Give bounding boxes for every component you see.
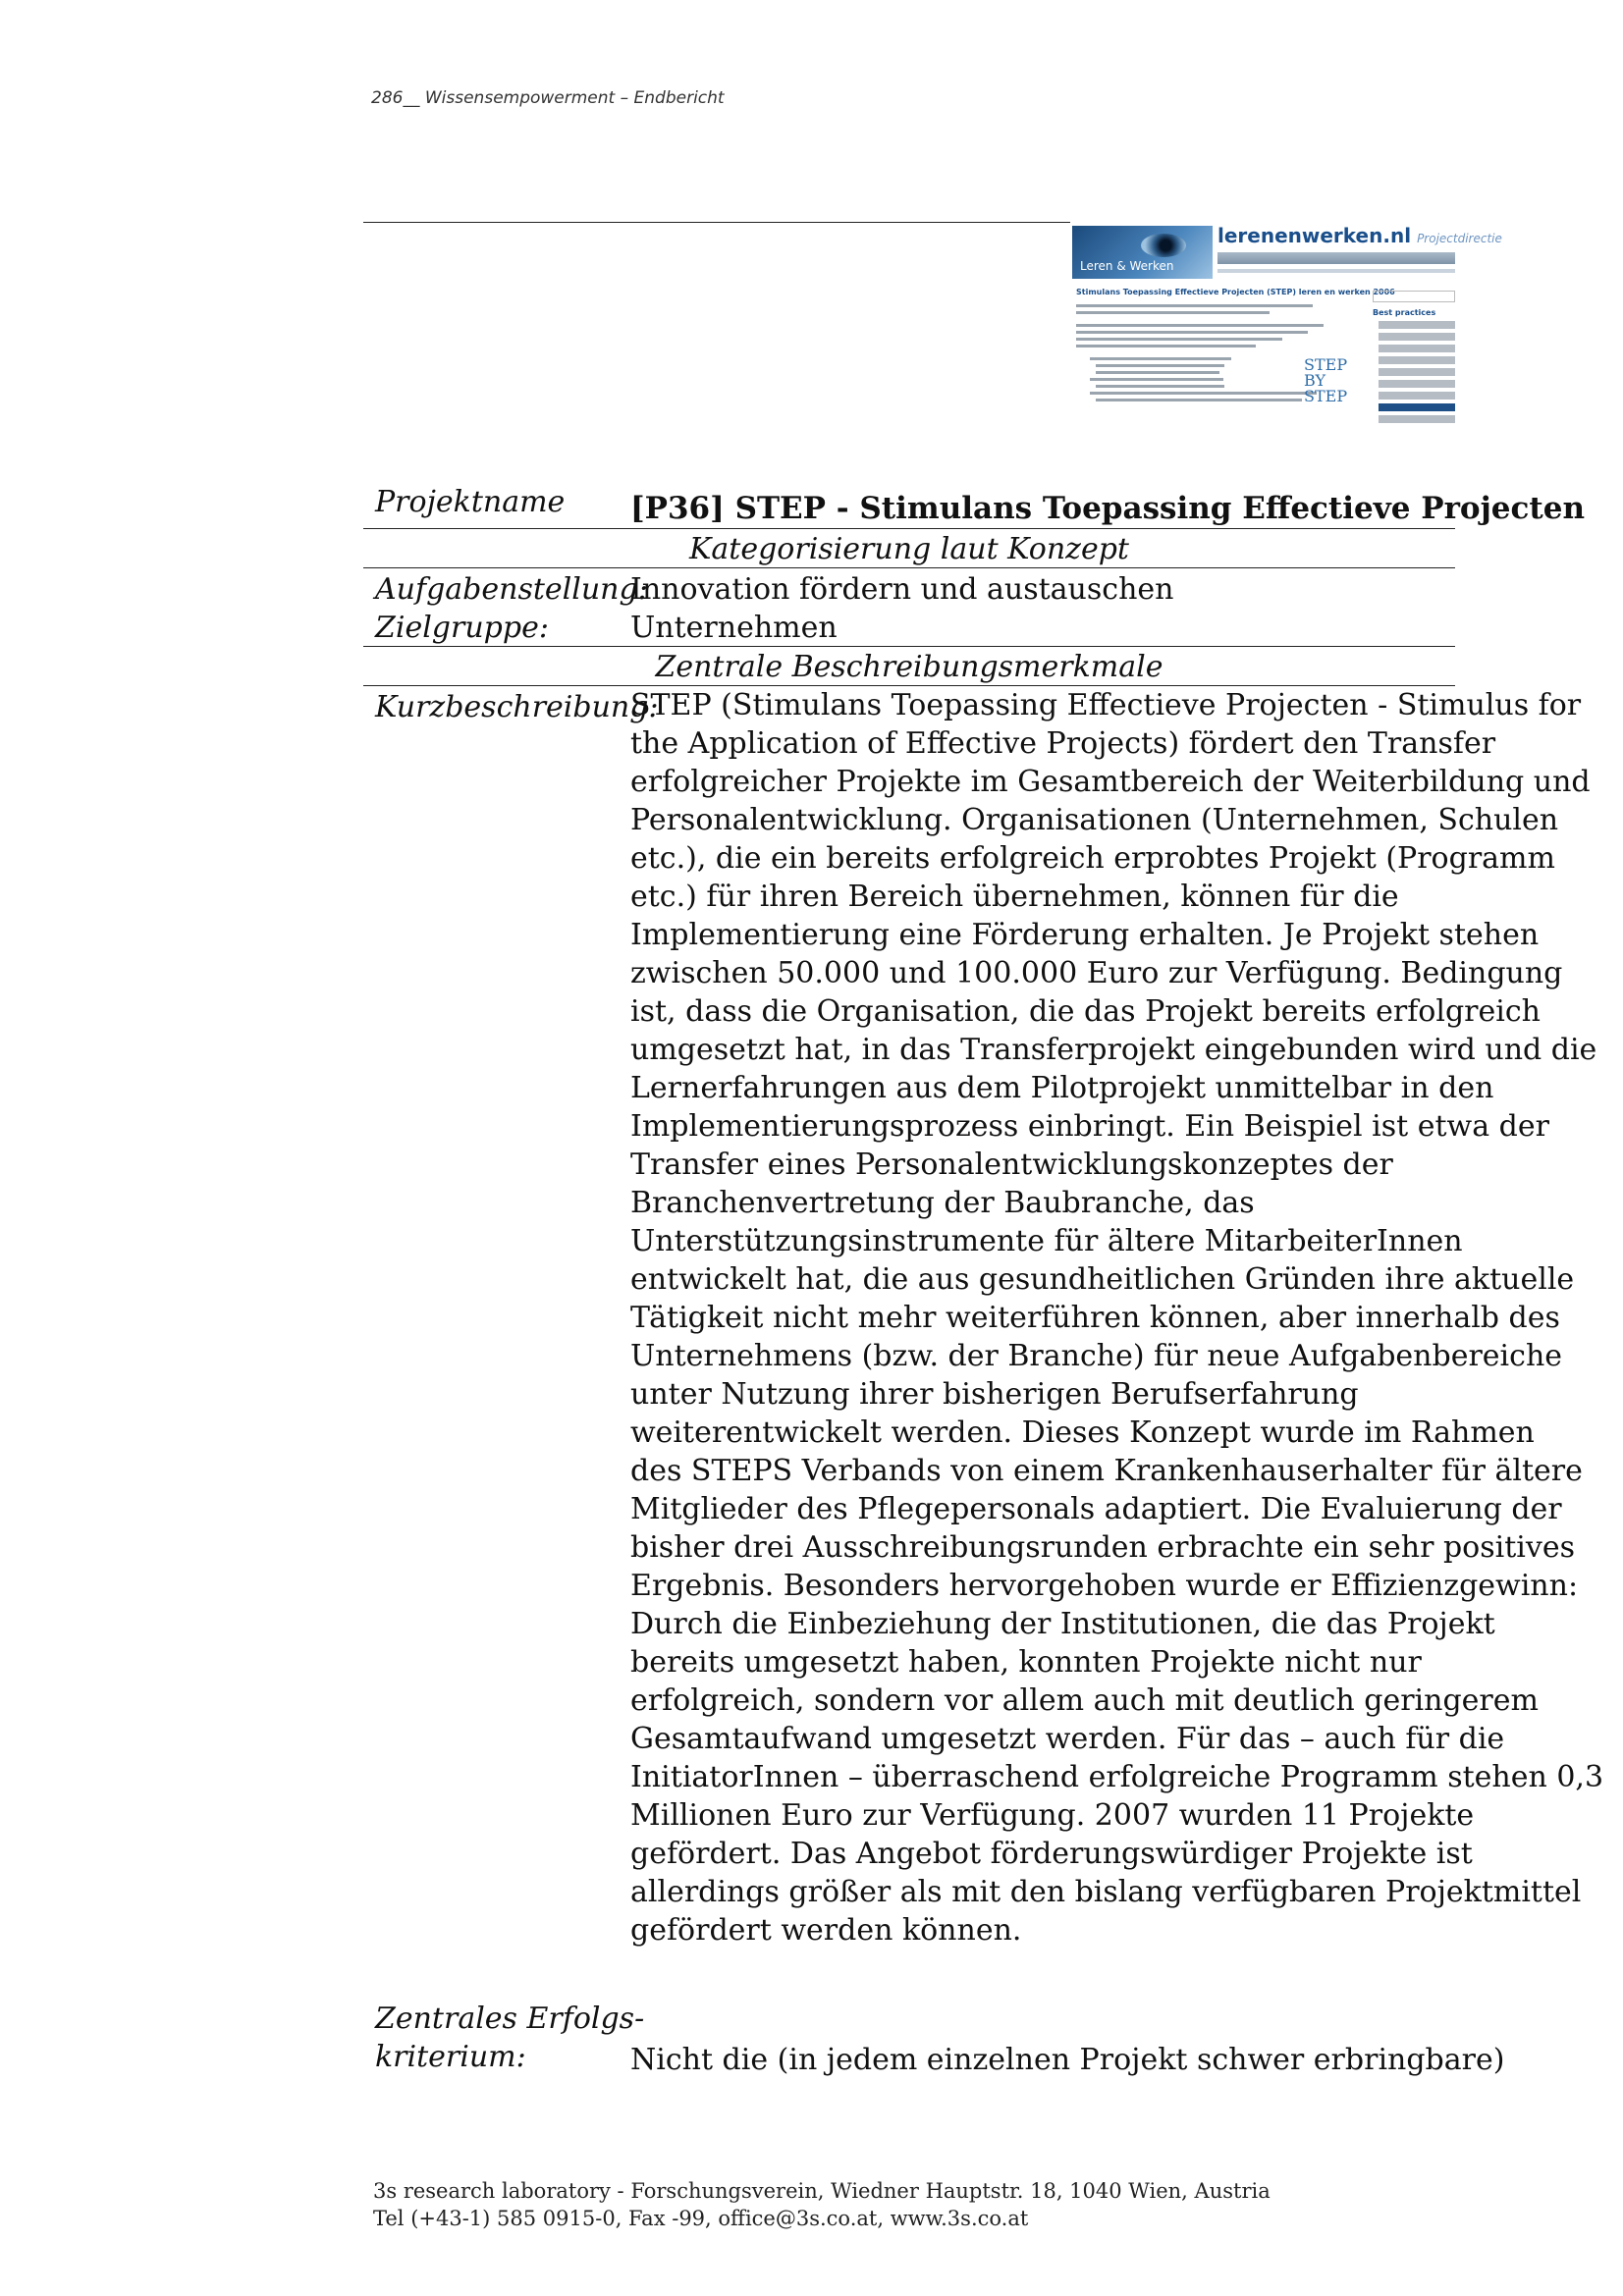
summary-line: bisher drei Ausschreibungsrunden erbrachte ein sehr positives [630, 1530, 1575, 1565]
summary-line: des STEPS Verbands von einem Krankenhauserhalter für ältere [630, 1454, 1583, 1488]
summary-line: Personalentwicklung. Organisationen (Unternehmen, Schulen [630, 803, 1559, 837]
summary-line: STEP (Stimulans Toepassing Effectieve Projecten - Stimulus for [630, 688, 1582, 722]
thumbnail-nav-bar [1217, 252, 1455, 264]
section-heading-categorization: Kategorisierung laut Konzept [689, 532, 1129, 566]
summary-line: gefördert werden können. [630, 1913, 1022, 1948]
summary-line: InitiatorInnen – überraschend erfolgreiche Programm stehen 0,3 [630, 1760, 1604, 1794]
summary-line: weiterentwickelt werden. Dieses Konzept wurde im Rahmen [630, 1415, 1535, 1450]
summary-line: gefördert. Das Angebot förderungswürdiger Projekte ist [630, 1837, 1473, 1871]
thumbnail-banner-text: Leren & Werken [1080, 259, 1174, 273]
summary-line: umgesetzt hat, in das Transferprojekt eingebunden wird und die [630, 1033, 1597, 1067]
target-group-label: Zielgruppe: [375, 611, 549, 645]
thumbnail-brand-sub: Projectdirectie [1417, 232, 1502, 245]
thumbnail-search-box [1373, 291, 1455, 302]
summary-line: Branchenvertretung der Baubranche, das [630, 1186, 1255, 1220]
summary-line: unter Nutzung ihrer bisherigen Berufserfahrung [630, 1377, 1359, 1412]
summary-line: the Application of Effective Projects) fördert den Transfer [630, 726, 1496, 761]
running-header: 286__ Wissensempowerment – Endbericht [371, 88, 725, 108]
target-group-value: Unternehmen [630, 611, 838, 645]
eye-image [1141, 234, 1186, 257]
thumbnail-brand-name: lerenenwerken.nl [1217, 224, 1412, 247]
summary-line: Millionen Euro zur Verfügung. 2007 wurden 11 Projekte [630, 1798, 1475, 1833]
thumbnail-page-title: Stimulans Toepassing Effectieve Projecten (STEP) leren en werken 2006 [1076, 288, 1395, 296]
thumbnail-sidebar-title: Best practices [1373, 308, 1436, 317]
thumbnail-text-lines [1076, 304, 1333, 405]
page-footer [373, 2177, 1271, 2232]
summary-line: zwischen 50.000 und 100.000 Euro zur Verfügung. Bedingung [630, 956, 1563, 990]
summary-line: etc.) für ihren Bereich übernehmen, können für die [630, 880, 1399, 914]
success-criterion-value: Nicht die (in jedem einzelnen Projekt schwer erbringbare) [630, 2043, 1505, 2077]
project-name-label: Projektname [375, 485, 566, 519]
summary-line: Unternehmens (bzw. der Branche) für neue Aufgabenbereiche [630, 1339, 1563, 1373]
summary-line: ist, dass die Organisation, die das Projekt bereits erfolgreich [630, 994, 1541, 1029]
summary-line: allerdings größer als mit den bislang verfügbaren Projektmittel [630, 1875, 1582, 1909]
summary-line: Tätigkeit nicht mehr weiterführen können, aber innerhalb des [630, 1301, 1560, 1335]
logo-line: STEP [1304, 355, 1348, 374]
website-screenshot [1070, 222, 1502, 444]
summary-line: etc.), die ein bereits erfolgreich erprobtes Projekt (Programm [630, 841, 1555, 876]
summary-line: erfolgreicher Projekte im Gesamtbereich der Weiterbildung und [630, 765, 1591, 799]
task-value: Innovation fördern und austauschen [630, 572, 1174, 607]
section-heading-characteristics: Zentrale Beschreibungsmerkmale [655, 650, 1163, 684]
summary-label: Kurzbeschreibung: [375, 690, 659, 724]
footer-address: 3s research laboratory - Forschungsverein, Wiedner Hauptstr. 18, 1040 Wien, Austria [373, 2179, 1271, 2203]
task-label: Aufgabenstellung: [375, 572, 648, 607]
thumbnail-breadcrumb [1217, 269, 1455, 273]
table-rule [363, 567, 1455, 568]
summary-line: bereits umgesetzt haben, konnten Projekte nicht nur [630, 1645, 1422, 1680]
summary-line: Implementierung eine Förderung erhalten. Je Projekt stehen [630, 918, 1540, 952]
footer-contact: Tel (+43-1) 585 0915-0, Fax -99, office@3s.co.at, www.3s.co.at [373, 2207, 1029, 2230]
summary-line: Transfer eines Personalentwicklungskonzeptes der [630, 1148, 1393, 1182]
summary-line: erfolgreich, sondern vor allem auch mit deutlich geringerem [630, 1683, 1539, 1718]
step-by-step-logo [1304, 357, 1347, 404]
table-rule [363, 646, 1455, 647]
project-title: [P36] STEP - Stimulans Toepassing Effectieve Projecten [630, 491, 1585, 526]
summary-line: entwickelt hat, die aus gesundheitlichen Gründen ihre aktuelle [630, 1262, 1575, 1297]
success-criterion-label-line1: Zentrales Erfolgs- [375, 2002, 645, 2036]
summary-line: Durch die Einbeziehung der Institutionen, die das Projekt [630, 1607, 1495, 1641]
summary-text [630, 686, 1604, 1949]
thumbnail-sidebar [1373, 291, 1455, 427]
summary-line: Gesamtaufwand umgesetzt werden. Für das – auch für die [630, 1722, 1505, 1756]
thumbnail-brand [1217, 224, 1502, 247]
table-rule [363, 528, 1455, 529]
success-criterion-label-line2: kriterium: [375, 2040, 526, 2074]
thumbnail-banner [1072, 226, 1213, 279]
summary-line: Mitglieder des Pflegepersonals adaptiert. Die Evaluierung der [630, 1492, 1562, 1526]
summary-line: Unterstützungsinstrumente für ältere MitarbeiterInnen [630, 1224, 1463, 1258]
logo-line: STEP [1304, 387, 1348, 405]
summary-line: Implementierungsprozess einbringt. Ein Beispiel ist etwa der [630, 1109, 1549, 1144]
logo-line: BY [1304, 371, 1326, 390]
summary-line: Lernerfahrungen aus dem Pilotprojekt unmittelbar in den [630, 1071, 1494, 1105]
summary-line: Ergebnis. Besonders hervorgehoben wurde er Effizienzgewinn: [630, 1569, 1579, 1603]
